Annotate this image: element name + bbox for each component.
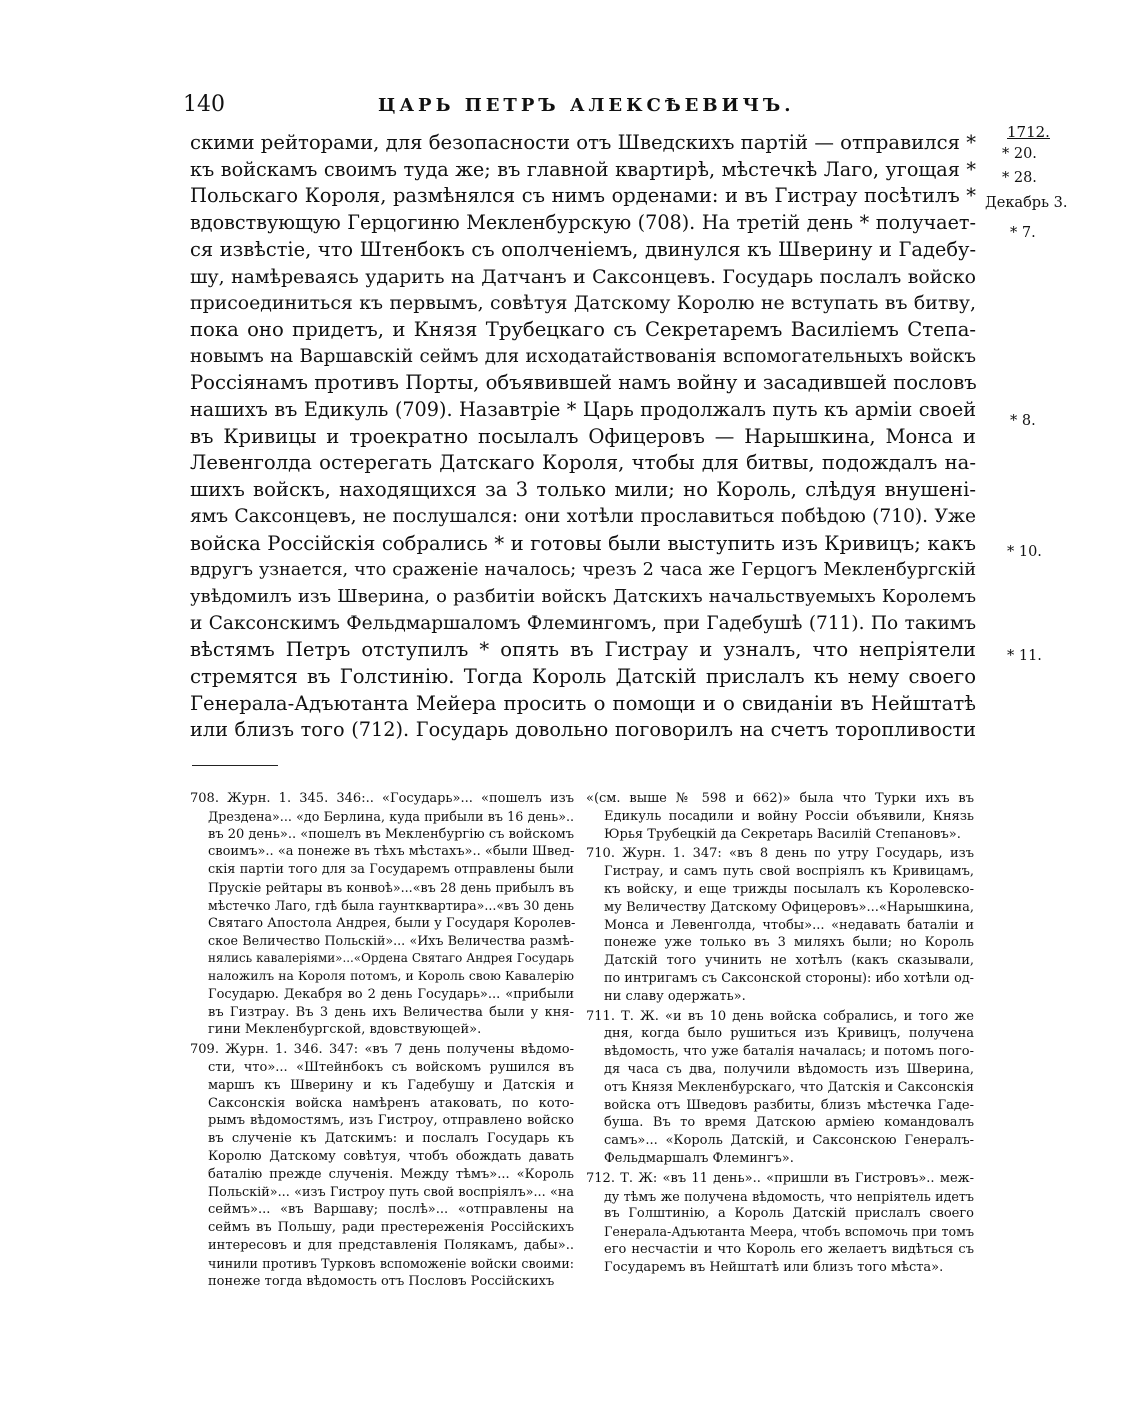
footnote-line: ни славу одержать». xyxy=(604,988,746,1004)
footnote-line: ское Величество Польскій»... «Ихъ Величества размѣ- xyxy=(208,933,574,949)
margin-date: * 10. xyxy=(1007,544,1042,560)
footnote-line: Польскій»... «изъ Гистроу путь свой воспріялъ»... «на xyxy=(208,1184,574,1200)
text-line: Польскаго Короля, размѣнялся съ нимъ орденами: и въ Гистрау посѣтилъ * xyxy=(190,184,976,208)
text-line: ямъ Саксонцевъ, не послушался: они хотѣли прославиться побѣдою (710). Уже xyxy=(190,505,976,527)
footnote-line: въ 20 день».. «пошелъ въ Мекленбургію съ войскомъ xyxy=(208,826,574,842)
footnotes-left-column xyxy=(190,790,574,1292)
margin-year: 1712. xyxy=(1007,123,1050,141)
text-line: увѣдомилъ изъ Шверина, о разбитіи войскъ Датскихъ начальствуемыхъ Королемъ xyxy=(190,585,976,607)
margin-date: * 8. xyxy=(1010,413,1036,429)
footnote-line: рымъ вѣдомостямъ, изъ Гистроу, отправлено войско xyxy=(208,1113,574,1129)
footnote-line: дя часа съ два, получили вѣдомость изъ Шверина, xyxy=(604,1061,974,1077)
margin-date: * 11. xyxy=(1007,648,1042,664)
footnote-line: Дрездена»... «до Берлина, куда прибыли въ 16 день».. xyxy=(208,808,574,824)
footnote-line: Едикуль посадили и войну Россіи объявили, Князь xyxy=(604,808,974,824)
footnote-line: Датскій того учинить не хотѣлъ (какъ сказывали, xyxy=(604,953,974,969)
margin-date: * 7. xyxy=(1010,225,1036,241)
page-number: 140 xyxy=(183,92,225,117)
footnote-line: Монса и Левенголда, чтобы»... «недавать баталіи и xyxy=(604,917,974,933)
text-line: нашихъ въ Едикуль (709). Назавтріе * Царь продолжалъ путь къ арміи своей xyxy=(190,398,976,422)
footnote-line: къ войску, и еще трижды посылалъ къ Королевско- xyxy=(604,881,974,897)
footnote-line: въ Голштинію, а Король Датскій прислалъ своего xyxy=(604,1206,974,1222)
footnote xyxy=(586,790,974,843)
footnote-line: понеже тогда вѣдомость отъ Пословъ Россійскихъ xyxy=(208,1273,555,1289)
text-line: вѣстямъ Петръ отступилъ * опять въ Гистрау и узналъ, что непріятели xyxy=(190,638,976,662)
footnote-line: Генерала-Адъютанта Меера, чтобъ вспомочь при томъ xyxy=(604,1224,974,1240)
text-line: къ войскамъ своимъ туда же; въ главной квартирѣ, мѣстечкѣ Лаго, угощая * xyxy=(190,157,976,181)
footnote-line: 709. Журн. 1. 346. 347: «въ 7 день получены вѣдомо- xyxy=(190,1042,574,1058)
text-line: и Саксонскимъ Фельдмаршаломъ Флемингомъ, при Гадебушѣ (711). По такимъ xyxy=(190,612,976,634)
footnote xyxy=(586,1008,974,1168)
text-line: пока оно придетъ, и Князя Трубецкаго съ Секретаремъ Василіемъ Степа- xyxy=(190,317,976,341)
footnote-line: Гистрау, и самъ путь свой воспріялъ къ Кривицамъ, xyxy=(604,864,974,880)
footnote-line: въ Гизтрау. Въ 3 день ихъ Величества были у кня- xyxy=(208,1004,574,1020)
margin-date: * 28. xyxy=(1002,170,1037,186)
footnote-line: отъ Князя Мекленбурскаго, что Датскія и Саксонскія xyxy=(604,1079,974,1095)
footnote-line: Прускіе рейтары въ конвоѣ»...«въ 28 день прибылъ въ xyxy=(208,879,574,895)
footnote-line: Государемъ въ Нейштатѣ или близъ того мѣста». xyxy=(604,1259,944,1275)
footnote xyxy=(190,1041,574,1290)
footnote-line: своимъ».. «а понеже въ тѣхъ мѣстахъ».. «были Швед- xyxy=(208,844,575,860)
main-text xyxy=(190,130,976,744)
footnote-line: по интригамъ съ Саксонской стороны): ибо хотѣли од- xyxy=(604,970,974,986)
footnote-line: 711. Т. Ж. «и въ 10 день войска собрались, и того же xyxy=(586,1008,974,1024)
footnote-line: чинили противъ Турковъ вспоможеніе войски своими: xyxy=(208,1255,574,1271)
footnote-line: Королю Датскому совѣтуя, чтобъ обождать давать xyxy=(208,1148,574,1164)
margin-date: * 20. xyxy=(1002,146,1037,162)
text-line: скими рейторами, для безопасности отъ Шведскихъ партій — отправился * xyxy=(190,131,976,154)
text-line: ся извѣстіе, что Штенбокъ съ ополченіемъ, двинулся къ Шверину и Гадебу- xyxy=(190,237,976,261)
footnote-line: сеймъ въ Польшу, ради престереженія Россійскихъ xyxy=(208,1220,574,1236)
footnote-line: наложилъ на Короля потомъ, и Король свою Кавалерію xyxy=(208,968,574,983)
footnote-line: му Величеству Датскому Офицеровъ»...«Нарышкина, xyxy=(604,899,974,915)
text-line: или близъ того (712). Государь довольно поговорилъ на счетъ торопливости xyxy=(190,718,976,742)
text-line: стремятся въ Голстинію. Тогда Король Датскій прислалъ къ нему своего xyxy=(190,665,976,689)
footnote-line: нялись кавалеріями»...«Ордена Святаго Андрея Государь xyxy=(208,951,574,966)
margin-date: Декабрь 3. xyxy=(985,195,1068,211)
text-line: вдовствующую Герцогиню Мекленбурскую (708). На третій день * получает- xyxy=(190,211,976,235)
footnote-line: баталію прежде слученія. Между тѣмъ»... «Король xyxy=(208,1166,574,1182)
text-line: присоединиться къ первымъ, совѣтуя Датскому Королю не вступать въ битву, xyxy=(190,292,976,315)
footnote-line: Государю. Декабря во 2 день Государь»... «прибыли xyxy=(208,986,574,1002)
footnote-line: 712. Т. Ж: «въ 11 день».. «пришли въ Гистровъ».. меж- xyxy=(586,1170,974,1186)
text-line: въ Кривицы и троекратно посылалъ Офицеровъ — Нарышкина, Монса и xyxy=(190,424,976,448)
footnote xyxy=(190,790,574,1039)
footnote-line: войска отъ Шведовъ разбиты, близъ мѣстечка Гаде- xyxy=(604,1097,974,1113)
footnote-rule xyxy=(192,765,278,766)
footnote-line: «(см. выше № 598 и 662)» была что Турки ихъ въ xyxy=(586,791,974,806)
footnotes-right-column xyxy=(586,790,974,1279)
footnote-line: въ слученіе къ Датскимъ: и послалъ Государь къ xyxy=(208,1131,574,1147)
footnote xyxy=(586,845,974,1005)
footnote-line: 710. Журн. 1. 347: «въ 8 день по утру Государь, изъ xyxy=(586,846,974,862)
footnote-line: вѣдомость, что уже баталія началась; и потомъ пого- xyxy=(604,1044,974,1060)
footnote-line: сеймъ»... «въ Варшаву; послѣ»... «отправлены на xyxy=(208,1202,574,1218)
footnote-line: самъ»... «Король Датскій, и Саксонскою Генералъ- xyxy=(604,1133,974,1149)
text-line: войска Россійскія собрались * и готовы были выступить изъ Кривицъ; какъ xyxy=(190,531,976,555)
footnote-line: интересовъ и для представленія Полякамъ, дабы».. xyxy=(208,1237,574,1253)
footnote-line: понеже уже только въ 3 миляхъ были; но Король xyxy=(604,935,974,951)
text-line: вдругъ узнается, что сраженіе началось; чрезъ 2 часа же Герцогъ Мекленбургскій xyxy=(190,560,976,581)
footnote-line: маршъ къ Шверину и къ Гадебушу и Датскія и xyxy=(208,1077,574,1093)
footnote-line: буша. Въ то время Датскою арміею командовалъ xyxy=(604,1115,974,1131)
text-line: Левенголда остерегать Датскаго Короля, чтобы для битвы, подождалъ на- xyxy=(190,451,976,475)
text-line: новымъ на Варшавскій сеймъ для исходатайствованія вспомогательныхъ войскъ xyxy=(190,345,976,367)
footnote-line: скія партіи того для за Государемъ отправлены были xyxy=(208,862,574,878)
footnote-line: Саксонскія войска намѣренъ атаковать, по кото- xyxy=(208,1095,574,1111)
running-title: ЦАРЬ ПЕТРЪ АЛЕКСѢЕВИЧЪ. xyxy=(378,95,795,116)
footnote xyxy=(586,1170,974,1277)
text-line: шу, намѣреваясь ударить на Датчанъ и Саксонцевъ. Государь послалъ войско xyxy=(190,265,976,288)
footnote-line: сти, что»... «Штейнбокъ съ войскомъ рушился въ xyxy=(208,1059,574,1075)
footnote-line: Юрья Трубецкій да Секретарь Василій Степановъ». xyxy=(604,826,961,842)
footnote-line: его несчастіи и что Король его желаетъ видѣться съ xyxy=(604,1241,974,1257)
footnote-line: Святаго Апостола Андрея, были у Государя Королев- xyxy=(208,915,576,931)
text-line: шихъ войскъ, находящихся за 3 только мили; но Король, слѣдуя внушені- xyxy=(190,478,976,502)
footnote-line: ду тѣмъ же получена вѣдомость, что непріятель идетъ xyxy=(604,1188,974,1204)
footnote-line: дня, когда было рушиться изъ Кривицъ, получена xyxy=(604,1026,974,1042)
footnote-line: мѣстечко Лаго, гдѣ была гаунтквартира»...«въ 30 день xyxy=(208,897,574,913)
footnote-line: гини Мекленбургской, вдовствующей». xyxy=(208,1022,482,1038)
footnote-line: 708. Журн. 1. 345. 346:.. «Государь»... «пошелъ изъ xyxy=(190,791,574,806)
footnote-line: Фельдмаршалъ Флемингъ». xyxy=(604,1150,794,1166)
text-line: Генерала-Адъютанта Мейера просить о помощи и о свиданіи въ Нейштатѣ xyxy=(190,691,976,715)
text-line: Россіянамъ противъ Порты, объявившей намъ войну и засадившей пословъ xyxy=(190,371,977,395)
